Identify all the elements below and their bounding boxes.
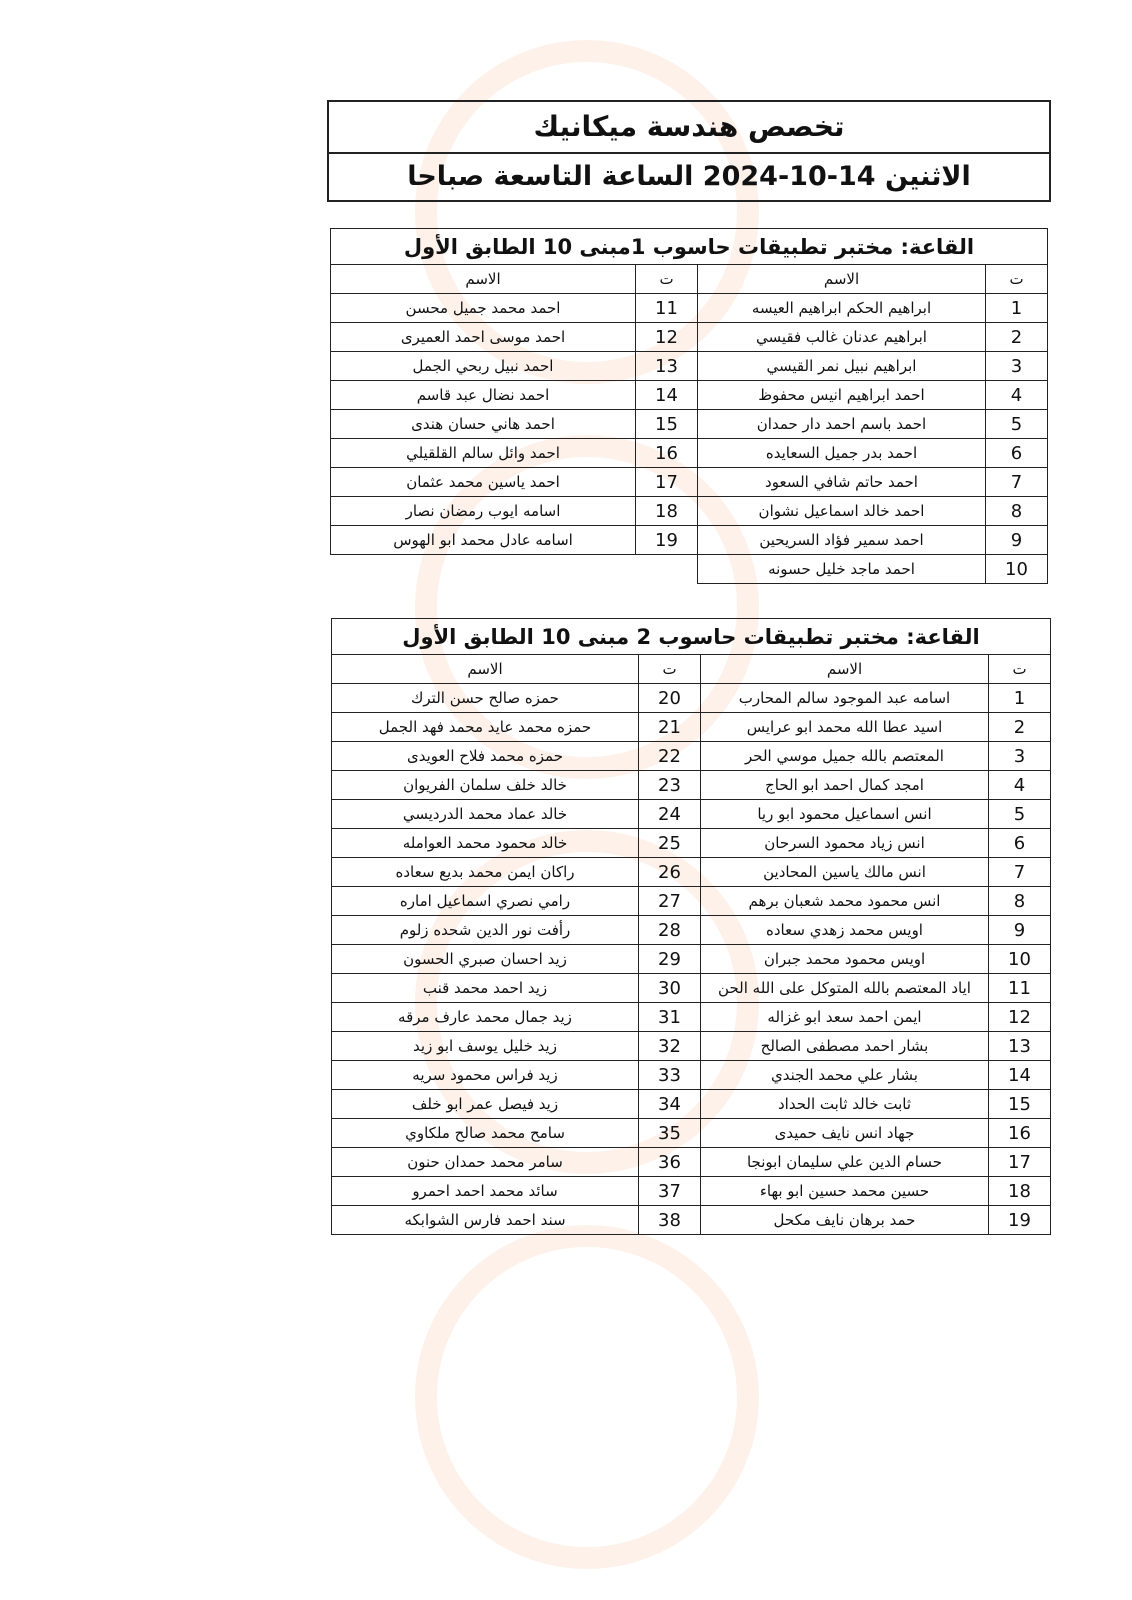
- student-number: 23: [639, 771, 701, 800]
- student-name: خالد محمود محمد العوامله: [332, 829, 639, 858]
- student-name: زيد فراس محمود سريه: [332, 1061, 639, 1090]
- student-number: 30: [639, 974, 701, 1003]
- student-number: 29: [639, 945, 701, 974]
- student-number: 1: [989, 684, 1051, 713]
- student-name: بشار احمد مصطفى الصالح: [701, 1032, 989, 1061]
- student-number: 3: [986, 352, 1048, 381]
- student-number: 8: [989, 887, 1051, 916]
- table-row: [332, 1206, 1051, 1235]
- table-row: [332, 742, 1051, 771]
- table-row: [332, 713, 1051, 742]
- student-name: ايمن احمد سعد ابو غزاله: [701, 1003, 989, 1032]
- student-name: احمد محمد جميل محسن: [331, 294, 636, 323]
- student-name: حمزه صالح حسن الترك: [332, 684, 639, 713]
- student-number: 26: [639, 858, 701, 887]
- student-number: 7: [986, 468, 1048, 497]
- student-name: زيد احمد محمد قنب: [332, 974, 639, 1003]
- student-number: 2: [989, 713, 1051, 742]
- student-number: 13: [636, 352, 698, 381]
- exam-date-line: الاثنين 14-10-2024 الساعة التاسعة صباحا: [407, 161, 971, 192]
- student-name: زيد احسان صبري الحسون: [332, 945, 639, 974]
- student-name: راكان ايمن محمد بديع سعاده: [332, 858, 639, 887]
- student-name: احمد هاني حسان هندى: [331, 410, 636, 439]
- student-name: احمد خالد اسماعيل نشوان: [698, 497, 986, 526]
- column-header-number: ت: [986, 265, 1048, 294]
- student-number: 17: [989, 1148, 1051, 1177]
- student-number: 2: [986, 323, 1048, 352]
- student-name: احمد موسى احمد العميرى: [331, 323, 636, 352]
- table-row: [331, 381, 1048, 410]
- empty-cell: [331, 555, 636, 584]
- watermark-clock-icon: [415, 1225, 759, 1569]
- student-name: بشار علي محمد الجندي: [701, 1061, 989, 1090]
- student-number: 11: [989, 974, 1051, 1003]
- student-number: 6: [989, 829, 1051, 858]
- student-number: 9: [989, 916, 1051, 945]
- student-name: ابراهيم نبيل نمر القيسي: [698, 352, 986, 381]
- caption-row: [332, 619, 1051, 655]
- student-name: احمد حاتم شافي السعود: [698, 468, 986, 497]
- room-caption: القاعة: مختبر تطبيقات حاسوب 2 مبنى 10 الطابق الأول: [332, 619, 1051, 655]
- table-row: [332, 771, 1051, 800]
- column-header-name: الاسم: [332, 655, 639, 684]
- student-number: 14: [989, 1061, 1051, 1090]
- table-row: [332, 829, 1051, 858]
- column-header-name: الاسم: [698, 265, 986, 294]
- student-number: 25: [639, 829, 701, 858]
- student-name: حمزه محمد عايد محمد فهد الجمل: [332, 713, 639, 742]
- table-row: [331, 468, 1048, 497]
- table-row: [332, 887, 1051, 916]
- student-name: المعتصم بالله جميل موسي الحر: [701, 742, 989, 771]
- student-name: احمد سمير فؤاد السريحين: [698, 526, 986, 555]
- table-row: [332, 1177, 1051, 1206]
- student-name: امجد كمال احمد ابو الحاج: [701, 771, 989, 800]
- table-row: [332, 1003, 1051, 1032]
- student-name: رامي نصري اسماعيل اماره: [332, 887, 639, 916]
- table-row: [331, 323, 1048, 352]
- student-number: 12: [989, 1003, 1051, 1032]
- table-row: [332, 1090, 1051, 1119]
- header-row: [332, 655, 1051, 684]
- student-number: 5: [989, 800, 1051, 829]
- student-name: اويس محمود محمد جبران: [701, 945, 989, 974]
- table-row: [332, 1032, 1051, 1061]
- student-name: انس زياد محمود السرحان: [701, 829, 989, 858]
- student-name: ثابت خالد ثابت الحداد: [701, 1090, 989, 1119]
- student-name: احمد باسم احمد دار حمدان: [698, 410, 986, 439]
- student-name: احمد وائل سالم القلقيلي: [331, 439, 636, 468]
- student-name: خالد خلف سلمان الفريوان: [332, 771, 639, 800]
- student-number: 3: [989, 742, 1051, 771]
- student-name: انس محمود محمد شعبان برهم: [701, 887, 989, 916]
- student-name: انس اسماعيل محمود ابو ريا: [701, 800, 989, 829]
- student-name: احمد ماجد خليل حسونه: [698, 555, 986, 584]
- student-name: سامح محمد صالح ملكاوي: [332, 1119, 639, 1148]
- student-number: 10: [989, 945, 1051, 974]
- column-header-name: الاسم: [331, 265, 636, 294]
- student-number: 20: [639, 684, 701, 713]
- student-name: ابراهيم عدنان غالب فقيسي: [698, 323, 986, 352]
- table-row: [331, 497, 1048, 526]
- student-number: 6: [986, 439, 1048, 468]
- table-row: [332, 1119, 1051, 1148]
- room-2-table: [331, 618, 1051, 1235]
- student-number: 32: [639, 1032, 701, 1061]
- student-name: اسامه ايوب رمضان نصار: [331, 497, 636, 526]
- student-number: 38: [639, 1206, 701, 1235]
- student-number: 28: [639, 916, 701, 945]
- student-number: 16: [636, 439, 698, 468]
- student-name: حسين محمد حسين ابو بهاء: [701, 1177, 989, 1206]
- student-name: اسيد عطا الله محمد ابو عرايس: [701, 713, 989, 742]
- student-number: 11: [636, 294, 698, 323]
- student-number: 37: [639, 1177, 701, 1206]
- table-row: [332, 916, 1051, 945]
- student-number: 36: [639, 1148, 701, 1177]
- student-name: انس مالك ياسين المحادين: [701, 858, 989, 887]
- student-name: اويس محمد زهدي سعاده: [701, 916, 989, 945]
- student-number: 7: [989, 858, 1051, 887]
- student-number: 21: [639, 713, 701, 742]
- student-name: اسامه عبد الموجود سالم المحارب: [701, 684, 989, 713]
- document-header: [327, 100, 1051, 202]
- student-number: 24: [639, 800, 701, 829]
- table-row: [331, 294, 1048, 323]
- student-name: سند احمد فارس الشوابكه: [332, 1206, 639, 1235]
- student-number: 13: [989, 1032, 1051, 1061]
- student-number: 15: [636, 410, 698, 439]
- caption-row: [331, 229, 1048, 265]
- student-number: 19: [989, 1206, 1051, 1235]
- student-name: ابراهيم الحكم ابراهيم العيسه: [698, 294, 986, 323]
- student-number: 12: [636, 323, 698, 352]
- column-header-number: ت: [989, 655, 1051, 684]
- student-number: 14: [636, 381, 698, 410]
- table-row: [332, 858, 1051, 887]
- column-header-number: ت: [636, 265, 698, 294]
- student-name: سامر محمد حمدان حنون: [332, 1148, 639, 1177]
- student-number: 18: [989, 1177, 1051, 1206]
- student-number: 19: [636, 526, 698, 555]
- student-number: 1: [986, 294, 1048, 323]
- student-name: احمد بدر جميل السعايده: [698, 439, 986, 468]
- student-name: احمد نبيل ربحي الجمل: [331, 352, 636, 381]
- student-name: حمد برهان نايف مكحل: [701, 1206, 989, 1235]
- student-number: 16: [989, 1119, 1051, 1148]
- student-name: سائد محمد احمد احمرو: [332, 1177, 639, 1206]
- table-row: [332, 1061, 1051, 1090]
- student-number: 4: [986, 381, 1048, 410]
- student-name: احمد نضال عبد قاسم: [331, 381, 636, 410]
- student-number: 15: [989, 1090, 1051, 1119]
- table-row: [331, 526, 1048, 555]
- student-number: 5: [986, 410, 1048, 439]
- table-row: [332, 974, 1051, 1003]
- student-number: 10: [986, 555, 1048, 584]
- student-name: حمزه محمد فلاح العويدى: [332, 742, 639, 771]
- student-name: زيد جمال محمد عارف مرقه: [332, 1003, 639, 1032]
- specialization-title: تخصص هندسة ميكانيك: [329, 102, 1049, 154]
- student-name: اياد المعتصم بالله المتوكل على الله الحن: [701, 974, 989, 1003]
- table-row: [332, 945, 1051, 974]
- student-name: زيد فيصل عمر ابو خلف: [332, 1090, 639, 1119]
- table-row: [331, 555, 1048, 584]
- student-name: احمد ابراهيم انيس محفوظ: [698, 381, 986, 410]
- student-number: 9: [986, 526, 1048, 555]
- room-caption: القاعة: مختبر تطبيقات حاسوب 1مبنى 10 الطابق الأول: [331, 229, 1048, 265]
- student-name: احمد ياسين محمد عثمان: [331, 468, 636, 497]
- column-header-number: ت: [639, 655, 701, 684]
- table-row: [331, 410, 1048, 439]
- student-name: رأفت نور الدين شحده زلوم: [332, 916, 639, 945]
- student-name: اسامه عادل محمد ابو الهوس: [331, 526, 636, 555]
- room-1-table: [330, 228, 1048, 584]
- empty-cell: [636, 555, 698, 584]
- table-row: [332, 800, 1051, 829]
- student-number: 31: [639, 1003, 701, 1032]
- student-name: زيد خليل يوسف ابو زيد: [332, 1032, 639, 1061]
- table-row: [331, 439, 1048, 468]
- student-number: 35: [639, 1119, 701, 1148]
- student-number: 27: [639, 887, 701, 916]
- table-row: [331, 352, 1048, 381]
- student-number: 4: [989, 771, 1051, 800]
- student-number: 17: [636, 468, 698, 497]
- student-name: جهاد انس نايف حميدى: [701, 1119, 989, 1148]
- student-number: 18: [636, 497, 698, 526]
- student-name: خالد عماد محمد الدرديسي: [332, 800, 639, 829]
- column-header-name: الاسم: [701, 655, 989, 684]
- student-number: 33: [639, 1061, 701, 1090]
- table-row: [332, 684, 1051, 713]
- table-row: [332, 1148, 1051, 1177]
- student-number: 8: [986, 497, 1048, 526]
- student-number: 34: [639, 1090, 701, 1119]
- student-name: حسام الدين علي سليمان ابونجا: [701, 1148, 989, 1177]
- student-number: 22: [639, 742, 701, 771]
- header-row: [331, 265, 1048, 294]
